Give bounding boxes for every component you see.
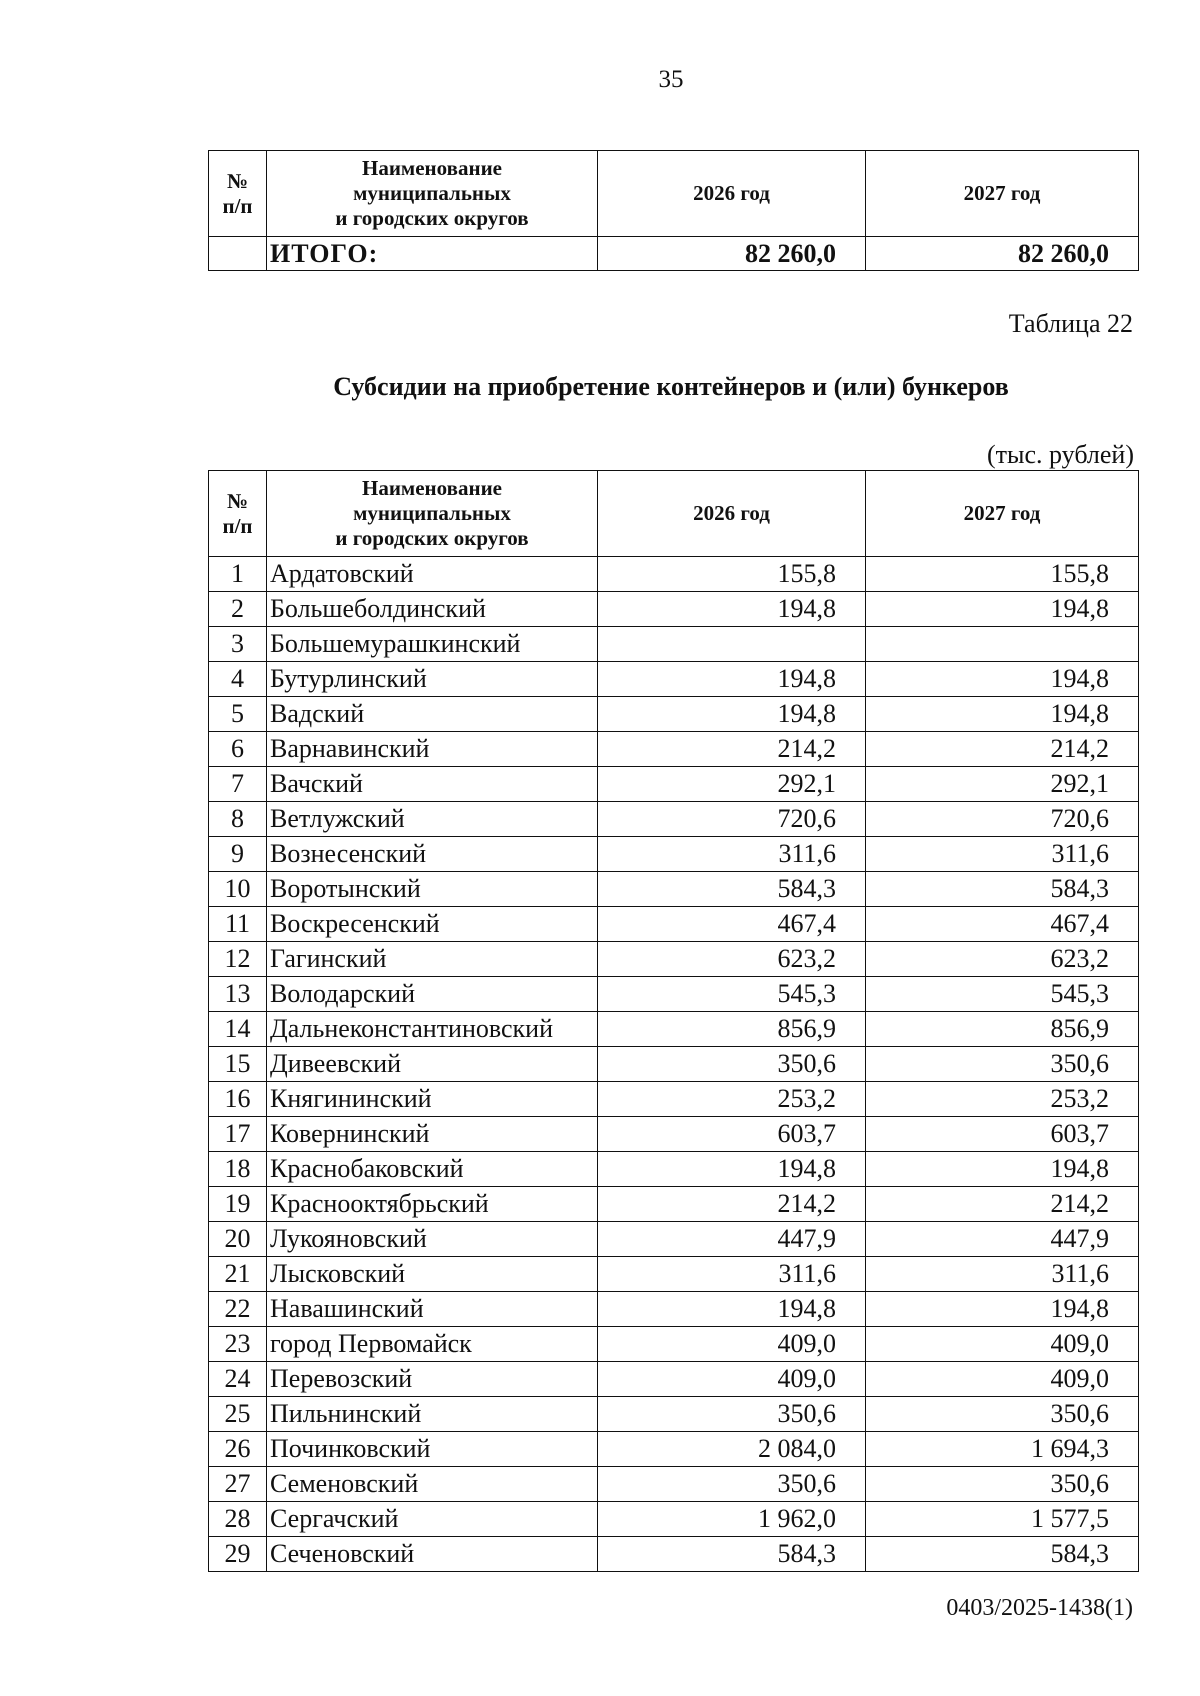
row-name: Лукояновский	[267, 1222, 598, 1257]
row-value-2027: 214,2	[866, 1187, 1139, 1222]
table-row	[209, 1187, 1139, 1222]
row-num: 16	[209, 1082, 267, 1117]
row-name: Краснобаковский	[267, 1152, 598, 1187]
total-label: ИТОГО:	[267, 237, 598, 271]
row-value-2027: 409,0	[866, 1362, 1139, 1397]
row-value-2026	[598, 627, 866, 662]
header-year-2026: 2026 год	[598, 471, 866, 557]
table-row	[209, 1467, 1139, 1502]
row-value-2026: 214,2	[598, 732, 866, 767]
row-value-2026: 194,8	[598, 662, 866, 697]
header-year-2027: 2027 год	[866, 471, 1139, 557]
row-name: Воскресенский	[267, 907, 598, 942]
row-num: 19	[209, 1187, 267, 1222]
row-value-2027: 584,3	[866, 1537, 1139, 1572]
row-value-2027: 409,0	[866, 1327, 1139, 1362]
header-year-2027: 2027 год	[866, 151, 1139, 237]
row-name: Дальнеконстантиновский	[267, 1012, 598, 1047]
row-name: Вознесенский	[267, 837, 598, 872]
table-row	[209, 942, 1139, 977]
row-name: Вадский	[267, 697, 598, 732]
row-num: 9	[209, 837, 267, 872]
row-value-2026: 155,8	[598, 557, 866, 592]
header-name: Наименование муниципальных и городских округов	[267, 151, 598, 237]
row-num: 22	[209, 1292, 267, 1327]
row-name: Бутурлинский	[267, 662, 598, 697]
row-name: Сергачский	[267, 1502, 598, 1537]
row-value-2027: 350,6	[866, 1047, 1139, 1082]
row-num: 5	[209, 697, 267, 732]
total-num-cell	[209, 237, 267, 271]
row-name: Сеченовский	[267, 1537, 598, 1572]
row-num: 24	[209, 1362, 267, 1397]
row-num: 21	[209, 1257, 267, 1292]
row-name: Лысковский	[267, 1257, 598, 1292]
row-value-2026: 447,9	[598, 1222, 866, 1257]
row-value-2026: 584,3	[598, 1537, 866, 1572]
row-value-2027: 350,6	[866, 1467, 1139, 1502]
table-row	[209, 1292, 1139, 1327]
row-value-2027: 194,8	[866, 1152, 1139, 1187]
row-value-2026: 194,8	[598, 1292, 866, 1327]
row-num: 23	[209, 1327, 267, 1362]
row-num: 13	[209, 977, 267, 1012]
row-value-2027: 467,4	[866, 907, 1139, 942]
row-name: Перевозский	[267, 1362, 598, 1397]
row-num: 2	[209, 592, 267, 627]
row-num: 18	[209, 1152, 267, 1187]
row-name: Ветлужский	[267, 802, 598, 837]
table-row	[209, 1502, 1139, 1537]
table-header-row	[209, 471, 1139, 557]
row-num: 26	[209, 1432, 267, 1467]
row-name: Володарский	[267, 977, 598, 1012]
row-value-2026: 603,7	[598, 1117, 866, 1152]
row-value-2026: 409,0	[598, 1362, 866, 1397]
table-row	[209, 977, 1139, 1012]
row-name: Большемурашкинский	[267, 627, 598, 662]
row-value-2026: 253,2	[598, 1082, 866, 1117]
row-value-2026: 856,9	[598, 1012, 866, 1047]
row-value-2026: 350,6	[598, 1467, 866, 1502]
row-num: 29	[209, 1537, 267, 1572]
table-row	[209, 1047, 1139, 1082]
row-value-2027: 194,8	[866, 592, 1139, 627]
row-value-2026: 409,0	[598, 1327, 866, 1362]
row-value-2026: 2 084,0	[598, 1432, 866, 1467]
row-value-2026: 584,3	[598, 872, 866, 907]
table-row	[209, 1362, 1139, 1397]
table-row	[209, 1082, 1139, 1117]
row-value-2027: 1 577,5	[866, 1502, 1139, 1537]
row-value-2027: 292,1	[866, 767, 1139, 802]
row-num: 1	[209, 557, 267, 592]
row-value-2026: 545,3	[598, 977, 866, 1012]
document-code: 0403/2025-1438(1)	[946, 1595, 1133, 1621]
row-value-2026: 623,2	[598, 942, 866, 977]
row-name: Краснооктябрьский	[267, 1187, 598, 1222]
row-name: Гагинский	[267, 942, 598, 977]
table-row	[209, 1117, 1139, 1152]
table-title: Субсидии на приобретение контейнеров и (или) бункеров	[333, 372, 1009, 401]
row-name: Воротынский	[267, 872, 598, 907]
total-2026: 82 260,0	[598, 237, 866, 271]
row-num: 20	[209, 1222, 267, 1257]
row-num: 12	[209, 942, 267, 977]
page-number: 35	[658, 66, 684, 93]
row-name: Вачский	[267, 767, 598, 802]
row-num: 3	[209, 627, 267, 662]
row-name: Большеболдинский	[267, 592, 598, 627]
header-num: № п/п	[209, 471, 267, 557]
table-row	[209, 1327, 1139, 1362]
table-row	[209, 872, 1139, 907]
row-name: Дивеевский	[267, 1047, 598, 1082]
table-row	[209, 1537, 1139, 1572]
row-value-2027: 194,8	[866, 662, 1139, 697]
table-row	[209, 1152, 1139, 1187]
row-value-2027: 350,6	[866, 1397, 1139, 1432]
row-value-2027: 253,2	[866, 1082, 1139, 1117]
row-value-2026: 720,6	[598, 802, 866, 837]
table-row	[209, 907, 1139, 942]
row-value-2027: 194,8	[866, 1292, 1139, 1327]
table-row	[209, 1432, 1139, 1467]
table-body	[209, 557, 1139, 1572]
row-value-2027: 194,8	[866, 697, 1139, 732]
row-name: Ардатовский	[267, 557, 598, 592]
row-num: 4	[209, 662, 267, 697]
row-value-2026: 194,8	[598, 697, 866, 732]
row-value-2027: 603,7	[866, 1117, 1139, 1152]
table-label: Таблица 22	[1008, 309, 1133, 338]
table-row	[209, 557, 1139, 592]
row-num: 25	[209, 1397, 267, 1432]
table-row	[209, 767, 1139, 802]
units-label: (тыс. рублей)	[986, 440, 1134, 469]
row-value-2026: 311,6	[598, 1257, 866, 1292]
row-name: Навашинский	[267, 1292, 598, 1327]
row-value-2027: 856,9	[866, 1012, 1139, 1047]
row-name: Починковский	[267, 1432, 598, 1467]
row-num: 7	[209, 767, 267, 802]
table-row	[209, 662, 1139, 697]
row-value-2027: 311,6	[866, 1257, 1139, 1292]
row-num: 14	[209, 1012, 267, 1047]
row-value-2026: 311,6	[598, 837, 866, 872]
row-num: 6	[209, 732, 267, 767]
header-year-2026: 2026 год	[598, 151, 866, 237]
table-row	[209, 1222, 1139, 1257]
row-num: 11	[209, 907, 267, 942]
row-name: Варнавинский	[267, 732, 598, 767]
row-name: Ковернинский	[267, 1117, 598, 1152]
row-value-2027: 584,3	[866, 872, 1139, 907]
row-value-2027: 545,3	[866, 977, 1139, 1012]
total-2027: 82 260,0	[866, 237, 1139, 271]
total-row	[209, 237, 1139, 271]
row-num: 27	[209, 1467, 267, 1502]
table-row	[209, 592, 1139, 627]
row-name: Княгининский	[267, 1082, 598, 1117]
row-num: 28	[209, 1502, 267, 1537]
row-value-2027: 720,6	[866, 802, 1139, 837]
top-table-continuation	[208, 150, 1139, 271]
row-value-2026: 214,2	[598, 1187, 866, 1222]
table-row	[209, 697, 1139, 732]
table-row	[209, 627, 1139, 662]
row-value-2026: 350,6	[598, 1397, 866, 1432]
table-row	[209, 837, 1139, 872]
row-num: 15	[209, 1047, 267, 1082]
table-header-row	[209, 151, 1139, 237]
row-value-2026: 467,4	[598, 907, 866, 942]
row-value-2026: 194,8	[598, 592, 866, 627]
row-value-2027: 623,2	[866, 942, 1139, 977]
row-name: Пильнинский	[267, 1397, 598, 1432]
row-value-2027: 311,6	[866, 837, 1139, 872]
row-value-2026: 292,1	[598, 767, 866, 802]
table-row	[209, 1012, 1139, 1047]
row-value-2027: 214,2	[866, 732, 1139, 767]
row-value-2026: 194,8	[598, 1152, 866, 1187]
row-value-2026: 1 962,0	[598, 1502, 866, 1537]
subsidies-table	[208, 470, 1139, 1572]
row-value-2027	[866, 627, 1139, 662]
row-num: 10	[209, 872, 267, 907]
table-row	[209, 1397, 1139, 1432]
row-name: город Первомайск	[267, 1327, 598, 1362]
row-value-2026: 350,6	[598, 1047, 866, 1082]
table-row	[209, 732, 1139, 767]
row-value-2027: 447,9	[866, 1222, 1139, 1257]
header-num: № п/п	[209, 151, 267, 237]
row-value-2027: 155,8	[866, 557, 1139, 592]
row-num: 8	[209, 802, 267, 837]
table-row	[209, 802, 1139, 837]
header-name: Наименование муниципальных и городских округов	[267, 471, 598, 557]
row-num: 17	[209, 1117, 267, 1152]
table-row	[209, 1257, 1139, 1292]
row-value-2027: 1 694,3	[866, 1432, 1139, 1467]
row-name: Семеновский	[267, 1467, 598, 1502]
